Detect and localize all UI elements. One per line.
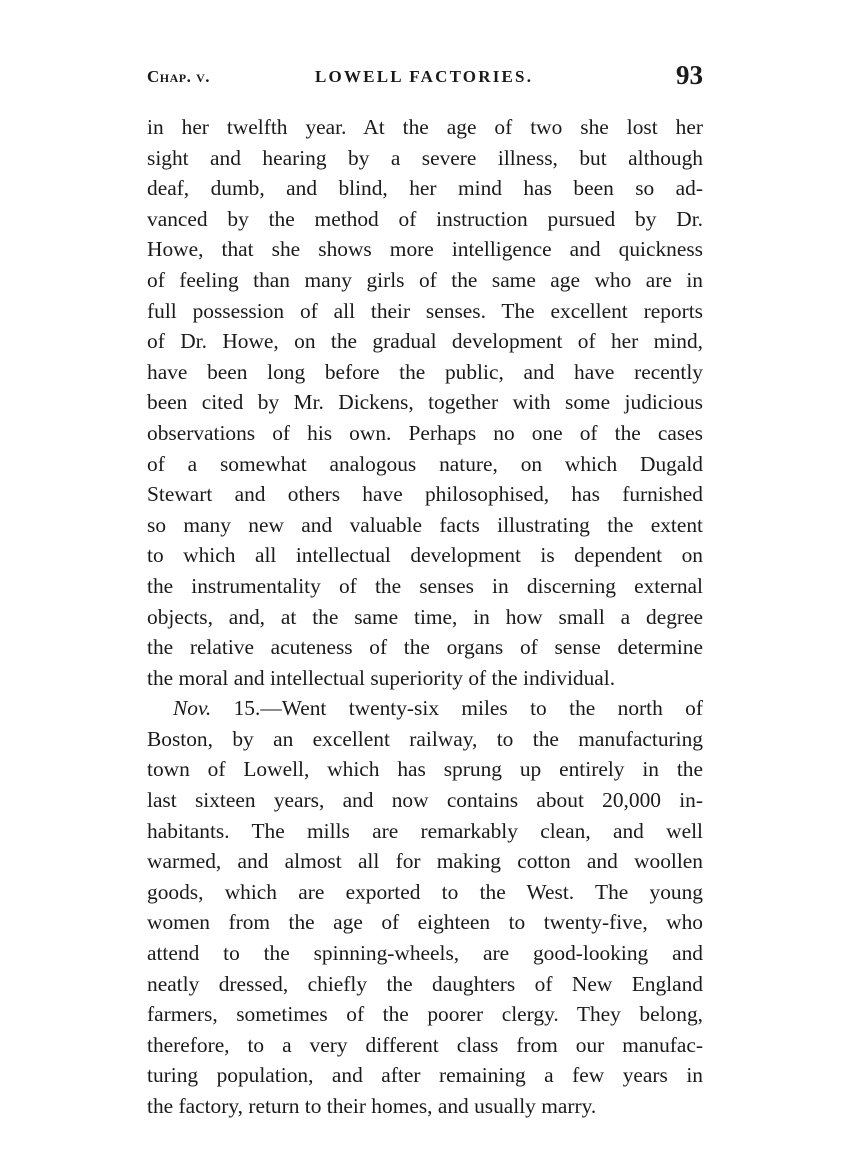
text-line: been cited by Mr. Dickens, together with some judicious — [147, 390, 703, 415]
text-line: of feeling than many girls of the same age who are in — [147, 267, 703, 292]
text-line: the relative acuteness of the organs of sense determine — [147, 635, 703, 660]
text-line: habitants. The mills are remarkably clean, and well — [147, 818, 703, 843]
text-line: therefore, to a very different class from our manufac- — [147, 1032, 703, 1057]
text-line: goods, which are exported to the West. The young — [147, 879, 703, 904]
text-line: so many new and valuable facts illustrating the extent — [147, 512, 703, 537]
body-text — [147, 112, 703, 1122]
text-line: women from the age of eighteen to twenty-five, who — [147, 910, 703, 935]
text-line: of Dr. Howe, on the gradual development of her mind, — [147, 329, 703, 354]
text-line: Boston, by an excellent railway, to the manufacturing — [147, 726, 703, 751]
text-line-date-entry — [147, 693, 703, 724]
paragraph-2 — [147, 693, 703, 1121]
text-line: the moral and intellectual superiority of the individual. — [147, 665, 616, 690]
text-line: the factory, return to their homes, and usually marry. — [147, 1094, 597, 1118]
text-line: turing population, and after remaining a few years in — [147, 1063, 703, 1088]
text-line: attend to the spinning-wheels, are good-looking and — [147, 941, 703, 966]
text-line: full possession of all their senses. The excellent reports — [147, 298, 703, 323]
text-line: last sixteen years, and now contains about 20,000 in- — [147, 788, 703, 813]
text-line: vanced by the method of instruction pursued by Dr. — [147, 206, 703, 231]
running-title: LOWELL FACTORIES. — [315, 67, 534, 86]
text-line: town of Lowell, which has sprung up entirely in the — [147, 757, 703, 782]
text-line: warmed, and almost all for making cotton and woollen — [147, 849, 703, 874]
text-line: Howe, that she shows more intelligence and quickness — [147, 237, 703, 262]
running-head — [147, 60, 703, 100]
text-line: sight and hearing by a severe illness, but although — [147, 145, 703, 170]
text-line: have been long before the public, and have recently — [147, 359, 703, 384]
text-line: of a somewhat analogous nature, on which Dugald — [147, 451, 703, 476]
date-abbreviation: Nov. — [173, 696, 212, 721]
paragraph-1 — [147, 112, 703, 693]
chapter-label: Chap. v. — [147, 67, 211, 86]
text-line: objects, and, at the same time, in how small a degree — [147, 604, 703, 629]
text-line: to which all intellectual development is dependent on — [147, 543, 703, 568]
text-line: observations of his own. Perhaps no one of the cases — [147, 420, 703, 445]
text-line: neatly dressed, chiefly the daughters of New England — [147, 971, 703, 996]
date-entry-text: 15.—Went twenty-six miles to the north of — [211, 696, 703, 721]
text-line: the instrumentality of the senses in discerning external — [147, 573, 703, 598]
text-line: in her twelfth year. At the age of two she lost her — [147, 115, 703, 139]
page-number: 93 — [676, 60, 703, 90]
text-line: deaf, dumb, and blind, her mind has been so ad- — [147, 176, 703, 201]
text-line: farmers, sometimes of the poorer clergy. They belong, — [147, 1002, 703, 1027]
text-line: Stewart and others have philosophised, has furnished — [147, 482, 703, 507]
